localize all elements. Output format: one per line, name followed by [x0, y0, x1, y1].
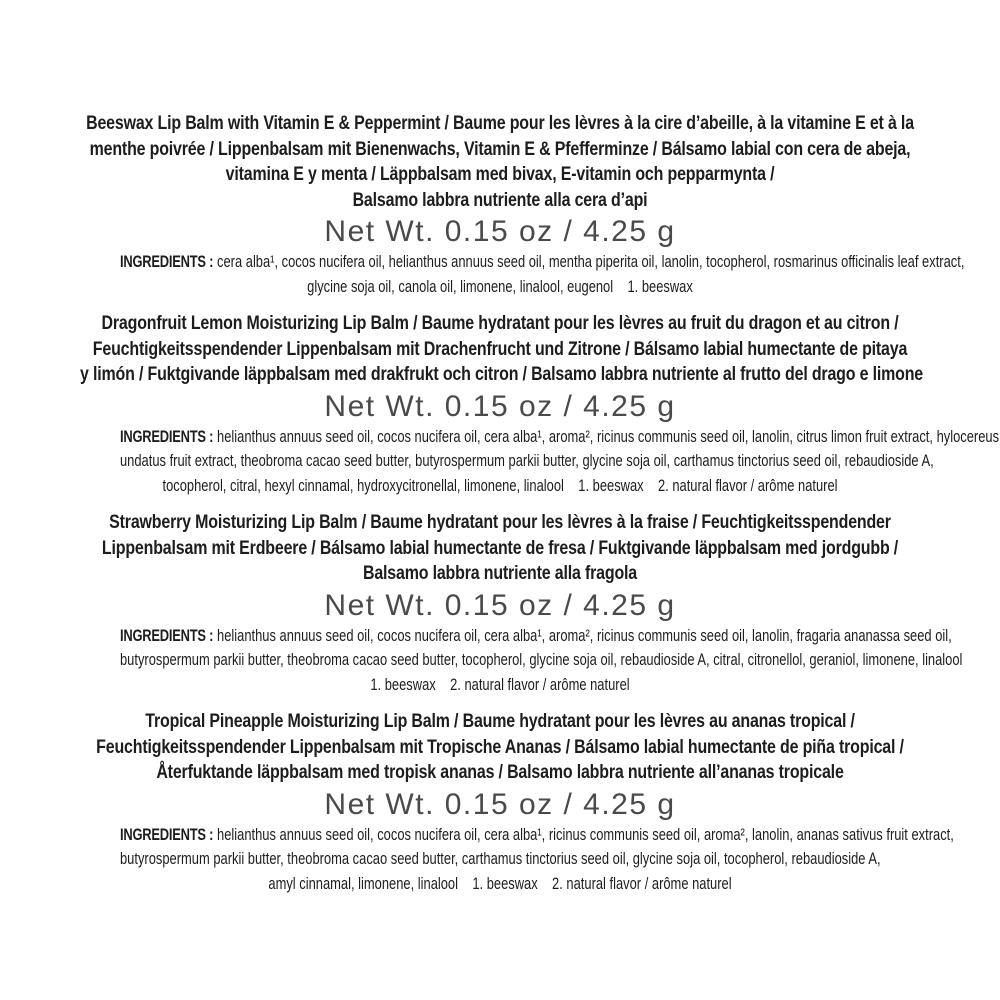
- ingredients-label: INGREDIENTS :: [120, 625, 214, 645]
- product-title-line: Tropical Pineapple Moisturizing Lip Balm / Baume hydratant pour les lèvres au ananas tropical /: [145, 711, 855, 732]
- ingredients-line: amyl cinnamal, limonene, linalool 1. beeswax 2. natural flavor / arôme naturel: [268, 873, 732, 893]
- net-weight: Net Wt. 0.15 oz / 4.25 g: [324, 215, 676, 248]
- ingredients-block: [120, 250, 965, 299]
- product-title-line: Dragonfruit Lemon Moisturizing Lip Balm / Baume hydratant pour les lèvres au fruit du dragon et au citron /: [101, 313, 899, 334]
- product-title: [80, 709, 920, 786]
- product-title-line: Lippenbalsam mit Erdbeere / Bálsamo labial humectante de fresa / Fuktgivande läppbalsam med jordgubb /: [101, 537, 899, 559]
- ingredients-block: [120, 823, 954, 897]
- ingredients-block: [120, 425, 1000, 499]
- ingredients-line: [120, 425, 1000, 450]
- ingredients-block: [120, 624, 963, 698]
- net-weight: Net Wt. 0.15 oz / 4.25 g: [324, 389, 676, 423]
- product-title-line: Balsamo labbra nutriente alla fragola: [362, 563, 638, 584]
- ingredients-line: [120, 250, 965, 275]
- product-section-dragonfruit-lemon: [0, 311, 1000, 498]
- product-title: [80, 510, 920, 587]
- ingredients-line: undatus fruit extract, theobroma cacao seed butter, butyrospermum parkii butter, glycine soja oil, carthamus tinctorius seed oil, rebaudioside A,: [120, 451, 934, 470]
- net-weight: Net Wt. 0.15 oz / 4.25 g: [324, 588, 676, 622]
- ingredients-line: tocopherol, citral, hexyl cinnamal, hydroxycitronellal, limonene, linalool 1. beeswax 2. natural flavor / arôme naturel: [162, 475, 838, 495]
- product-title-line: Feuchtigkeitsspendender Lippenbalsam mit Tropische Ananas / Bálsamo labial humectante de piña tropical /: [96, 736, 904, 758]
- ingredients-text: helianthus annuus seed oil, cocos nucifera oil, cera alba¹, aroma², ricinus communis seed oil, lanolin, citrus limon fruit extract, hylocereus: [217, 426, 1000, 446]
- product-title-line: Feuchtigkeitsspendender Lippenbalsam mit Drachenfrucht und Zitrone / Bálsamo labial humectante de pitaya: [92, 338, 908, 360]
- product-title-line: vitamina E y menta / Läppbalsam med bivax, E-vitamin och pepparmynta /: [225, 164, 775, 185]
- product-title-line: Strawberry Moisturizing Lip Balm / Baume hydratant pour les lèvres à la fraise / Feuchtigkeitsspendender: [109, 512, 891, 533]
- ingredients-label: INGREDIENTS :: [120, 426, 214, 446]
- ingredients-text: helianthus annuus seed oil, cocos nucifera oil, cera alba¹, ricinus communis seed oil, aroma², lanolin, ananas sativus fruit extract,: [217, 824, 954, 844]
- product-title: [80, 311, 924, 388]
- ingredients-line: [120, 823, 954, 848]
- product-title: [80, 111, 920, 213]
- ingredients-line: 1. beeswax 2. natural flavor / arôme naturel: [370, 674, 630, 694]
- ingredients-line: butyrospermum parkii butter, theobroma cacao seed butter, carthamus tinctorius seed oil, glycine soja oil, tocopherol, rebaudioside A,: [120, 849, 881, 868]
- net-weight: Net Wt. 0.15 oz / 4.25 g: [324, 787, 676, 821]
- product-section-strawberry: [0, 510, 1000, 697]
- ingredients-line: glycine soja oil, canola oil, limonene, linalool, eugenol 1. beeswax: [307, 276, 693, 296]
- ingredients-label: INGREDIENTS :: [120, 824, 214, 844]
- product-section-tropical-pineapple: [0, 709, 1000, 896]
- product-title-line: Beeswax Lip Balm with Vitamin E & Peppermint / Baume pour les lèvres à la cire d’abeille, à la vitamine E et à la: [86, 113, 914, 134]
- product-title-line: y limón / Fuktgivande läppbalsam med drakfrukt och citron / Balsamo labbra nutriente al frutto del drago e limone: [80, 364, 924, 385]
- product-section-beeswax-peppermint: [0, 111, 1000, 299]
- ingredients-line: butyrospermum parkii butter, theobroma cacao seed butter, tocopherol, glycine soja oil, rebaudioside A, citral, citronellol, geraniol, limonene, linalool: [120, 650, 963, 669]
- ingredients-line: [120, 624, 952, 649]
- product-title-line: menthe poivrée / Lippenbalsam mit Bienenwachs, Vitamin E & Pfefferminze / Bálsamo labial con cera de abeja,: [89, 138, 911, 160]
- ingredients-label: INGREDIENTS :: [120, 252, 214, 271]
- product-title-line: Balsamo labbra nutriente alla cera d’api: [352, 189, 648, 211]
- ingredients-text: helianthus annuus seed oil, cocos nucifera oil, cera alba¹, aroma², ricinus communis seed oil, lanolin, fragaria ananassa seed oil,: [217, 625, 952, 645]
- product-title-line: Återfuktande läppbalsam med tropisk ananas / Balsamo labbra nutriente all’ananas tropicale: [156, 762, 844, 783]
- ingredients-text: cera alba¹, cocos nucifera oil, helianthus annuus seed oil, mentha piperita oil, lanolin, tocopherol, rosmarinus officinalis leaf extract,: [217, 252, 965, 271]
